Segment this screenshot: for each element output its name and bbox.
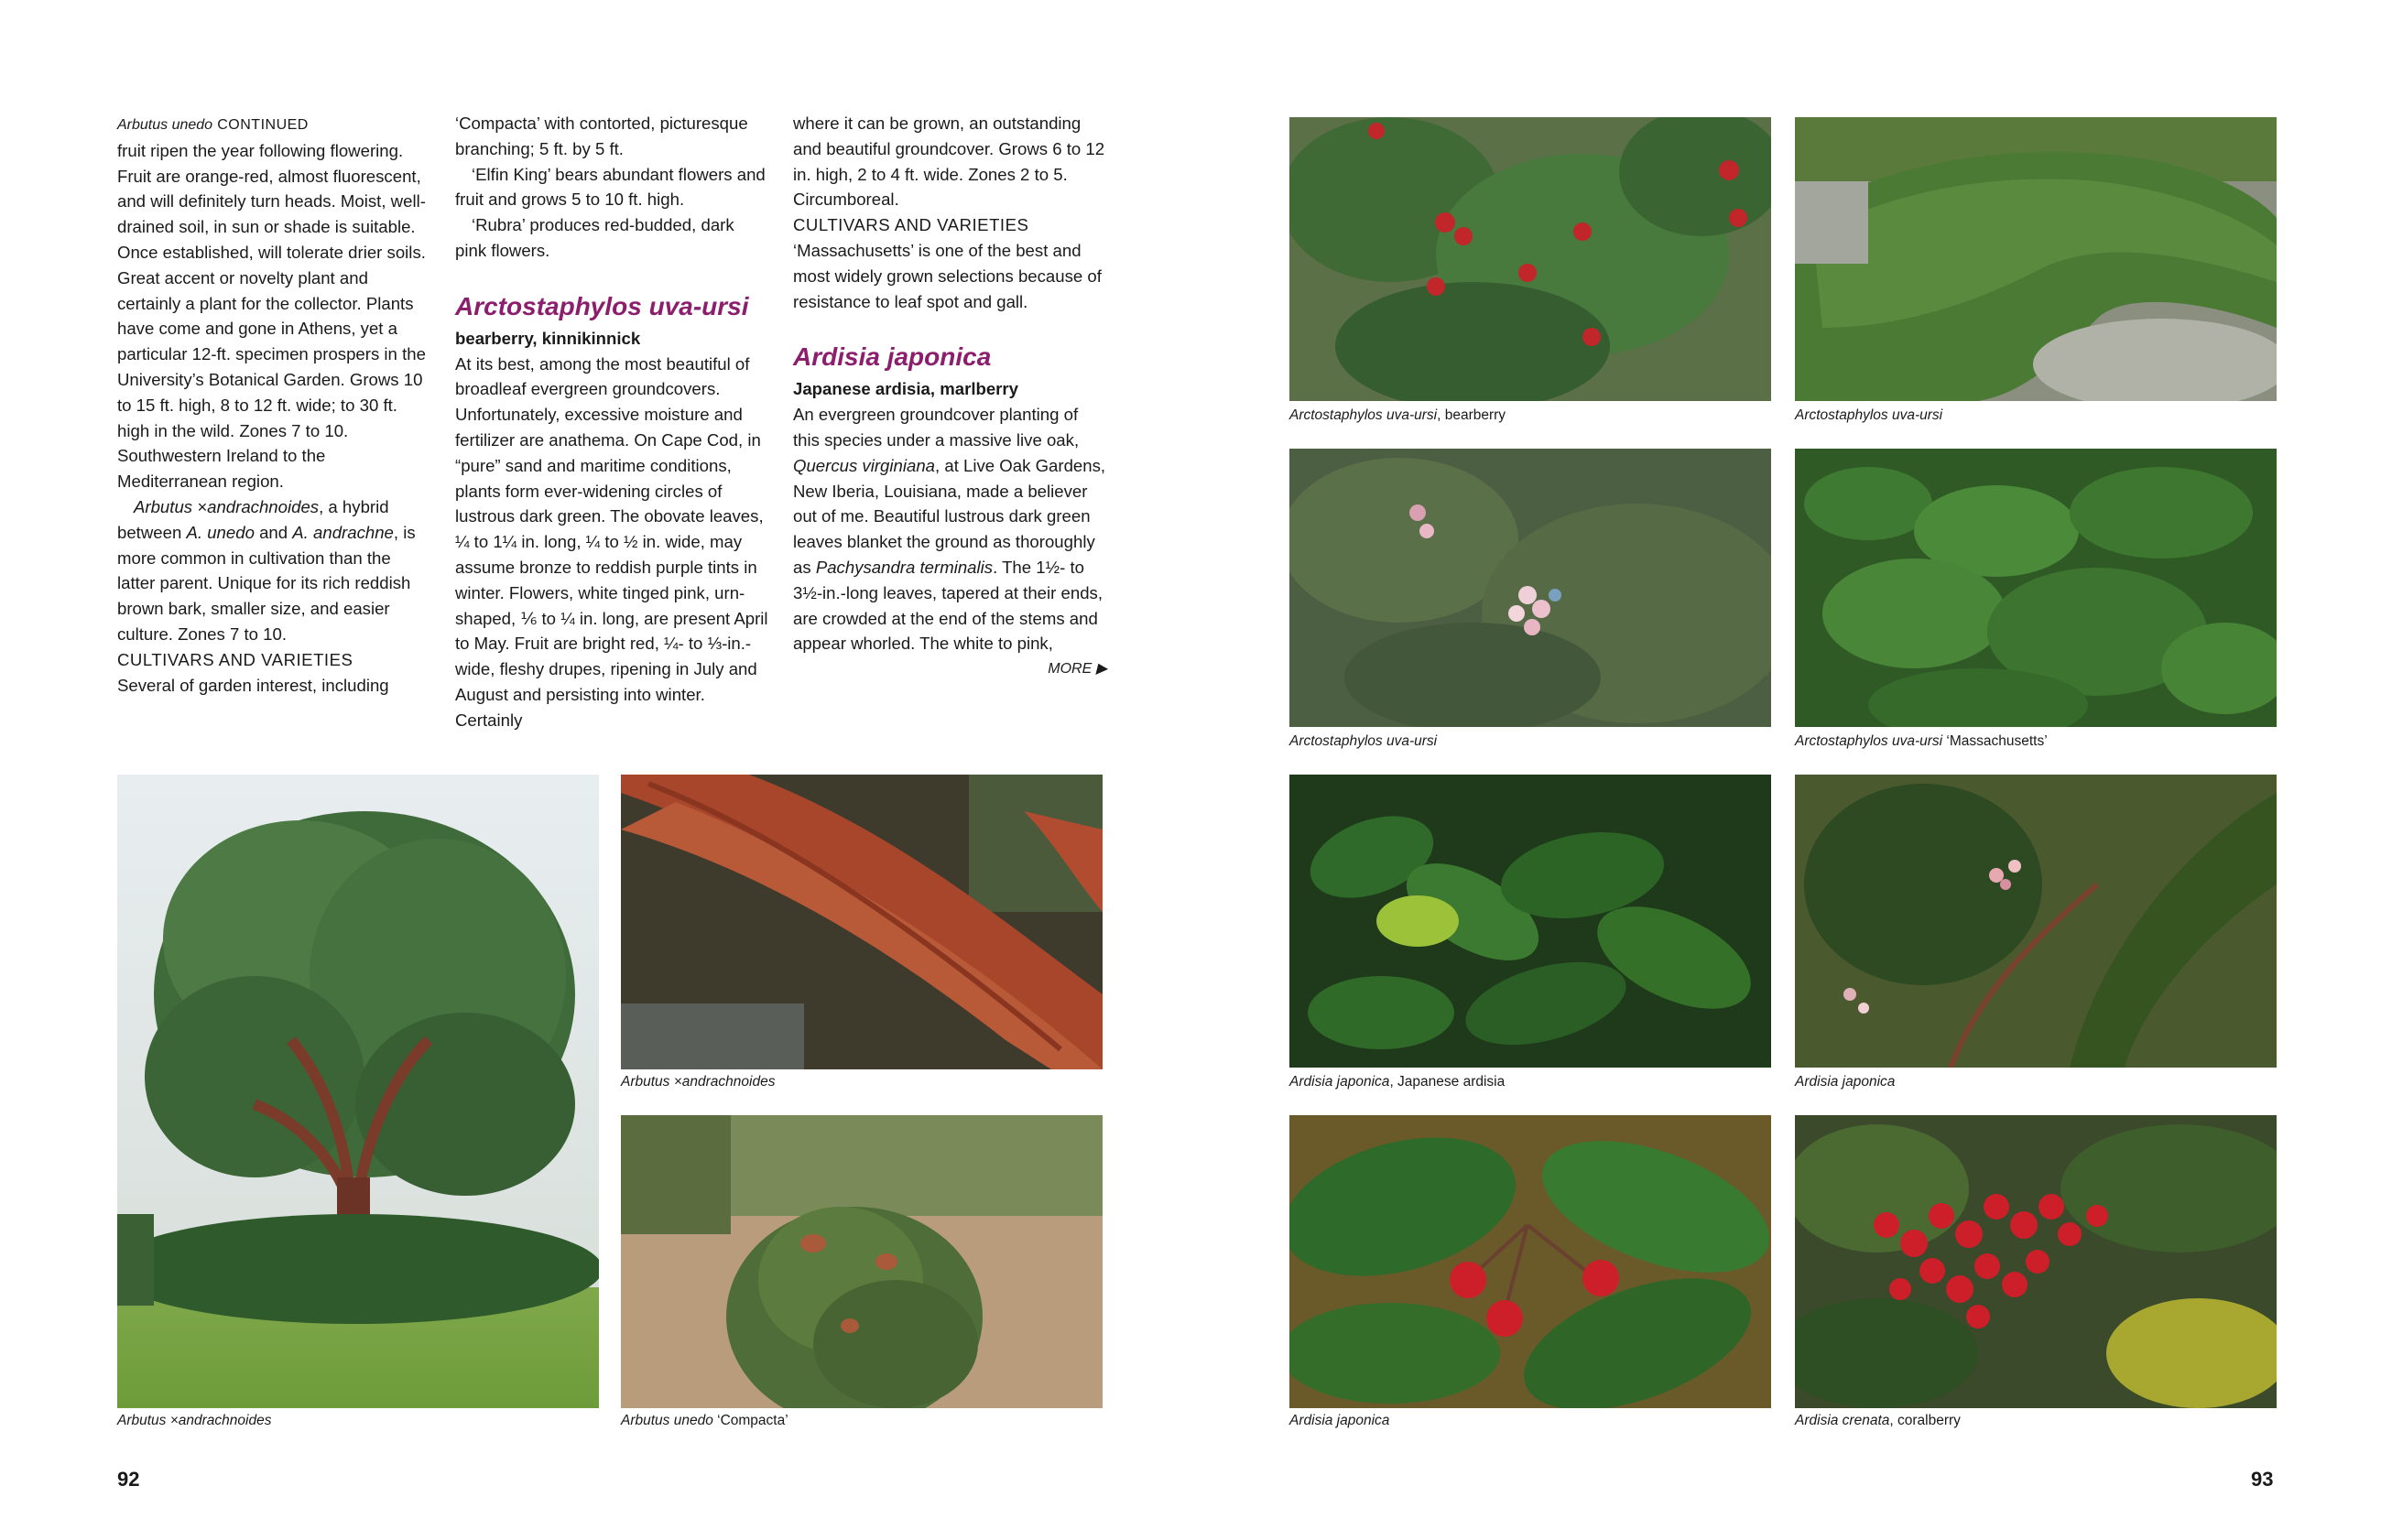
paragraph: Arbutus ×andrachnoides, a hybrid between A. unedo and A. andrachne, is more common in cultivation than the latter parent. Unique for its rich reddish brown bark, smaller size, and easier culture. Zones 7 to 10.	[117, 496, 416, 644]
paragraph: fruit ripen the year following flowering. Fruit are orange-red, almost fluorescent, and will definitely turn heads. Moist, well-drained soil, in sun or shade is suitable. Once established, will tolerate drier soils. Great accent or novelty plant and certainly a plant for the collector. Plants have come and gone in Athens, yet a particular 12-ft. specimen prospers in the University’s Botanical Garden. Grows 10 to 15 ft. high, 8 to 12 ft. wide; to 30 ft. high in the wild. Zones 7 to 10. Southwestern Ireland to the Mediterranean region.	[117, 140, 426, 492]
photo-bearberry-flowers	[1289, 449, 1771, 727]
photo-bearberry-massachusetts	[1795, 449, 2277, 727]
photo-ardisia-leaves	[1289, 775, 1771, 1068]
bearberry-flowers-illustration	[1289, 449, 1771, 727]
page-number: 92	[117, 1468, 140, 1491]
photo-arbutus-bark	[621, 775, 1103, 1069]
paragraph: At its best, among the most beautiful of broadleaf evergreen groundcovers. Unfortunately, excessive moisture and fertilizer are anathema. On Cape Cod, in “pure” sand and maritime conditions, plants form ever-widening circles of lustrous dark green. The obovate leaves, ¼ to 1¼ in. long, ¼ to ½ in. wide, may assume bronze to reddish purple tints in winter. Flowers, white tinged pink, urn-shaped, ⅙ to ¼ in. long, are present April to May. Fruit are bright red, ¼- to ⅓-in.-wide, fleshy drupes, ripening in July and August and persisting into winter. Certainly	[455, 353, 768, 730]
continued-label: CONTINUED	[217, 117, 309, 133]
species-heading: Arctostaphylos uva-ursi	[455, 291, 749, 320]
ardisia-leaves-illustration	[1289, 775, 1771, 1068]
paragraph: ‘Rubra’ produces red-budded, dark pink flowers.	[455, 215, 734, 260]
groundcover-mat-illustration	[1795, 117, 2277, 401]
paragraph: ‘Compacta’ with contorted, picturesque branching; 5 ft. by 5 ft.	[455, 114, 748, 158]
caption: Arbutus ×andrachnoides	[117, 1413, 272, 1428]
text-column-1	[117, 111, 431, 698]
shrub-illustration	[621, 1115, 1103, 1408]
bearberry-illustration	[1289, 117, 1771, 401]
caption: Ardisia japonica	[1795, 1074, 1896, 1090]
page-number: 93	[2251, 1468, 2274, 1491]
paragraph: Several of garden interest, including	[117, 675, 389, 695]
ardisia-flower-illustration	[1795, 775, 2277, 1068]
caption: Arctostaphylos uva-ursi, bearberry	[1289, 407, 1506, 423]
text-column-3	[793, 111, 1107, 682]
ardisia-berries-illustration	[1289, 1115, 1771, 1408]
caption: Arbutus unedo ‘Compacta’	[621, 1413, 788, 1428]
species-heading: Ardisia japonica	[793, 342, 992, 372]
photo-bearberry-mat	[1795, 117, 2277, 401]
massachusetts-illustration	[1795, 449, 2277, 727]
photo-ardisia-crenata	[1795, 1115, 2277, 1408]
caption: Ardisia crenata, coralberry	[1795, 1413, 1961, 1428]
paragraph: An evergreen groundcover planting of this species under a massive live oak, Quercus virginiana, at Live Oak Gardens, New Iberia, Louisiana, made a believer out of me. Beautiful lustrous dark green leaves blanket the ground as thoroughly as Pachysandra terminalis. The 1½- to 3½-in.-long leaves, tapered at their ends, are crowded at the end of the stems and appear whorled. The white to pink,	[793, 405, 1106, 654]
caption: Ardisia japonica, Japanese ardisia	[1289, 1074, 1506, 1090]
tree-illustration	[117, 775, 599, 1408]
subheading: CULTIVARS AND VARIETIES	[793, 215, 1029, 235]
photo-ardisia-flower	[1795, 775, 2277, 1068]
subheading: CULTIVARS AND VARIETIES	[117, 649, 353, 669]
text-column-2	[455, 111, 769, 733]
photo-bearberry-fruit	[1289, 117, 1771, 401]
paragraph: ‘Elfin King’ bears abundant flowers and fruit and grows 5 to 10 ft. high.	[455, 164, 766, 210]
caption: Ardisia japonica	[1289, 1413, 1390, 1428]
paragraph: where it can be grown, an outstanding and beautiful groundcover. Grows 6 to 12 in. high, 2 to 4 ft. wide. Zones 2 to 5. Circumboreal.	[793, 114, 1105, 210]
continued-species: Arbutus unedo	[117, 117, 213, 133]
photo-arbutus-compacta	[621, 1115, 1103, 1408]
caption: Arctostaphylos uva-ursi ‘Massachusetts’	[1795, 733, 2048, 749]
common-name: Japanese ardisia, marlberry	[793, 379, 1018, 399]
paragraph: ‘Massachusetts’ is one of the best and most widely grown selections because of resistance to leaf spot and gall.	[793, 240, 1102, 311]
caption: Arctostaphylos uva-ursi	[1289, 733, 1438, 749]
photo-ardisia-berries	[1289, 1115, 1771, 1408]
more-link[interactable]: MORE ▶	[1048, 661, 1107, 678]
coralberry-illustration	[1795, 1115, 2277, 1408]
caption: Arbutus ×andrachnoides	[621, 1074, 776, 1090]
photo-arbutus-tree	[117, 775, 599, 1408]
common-name: bearberry, kinnikinnick	[455, 328, 641, 348]
caption: Arctostaphylos uva-ursi	[1795, 407, 1943, 423]
bark-illustration	[621, 775, 1103, 1069]
